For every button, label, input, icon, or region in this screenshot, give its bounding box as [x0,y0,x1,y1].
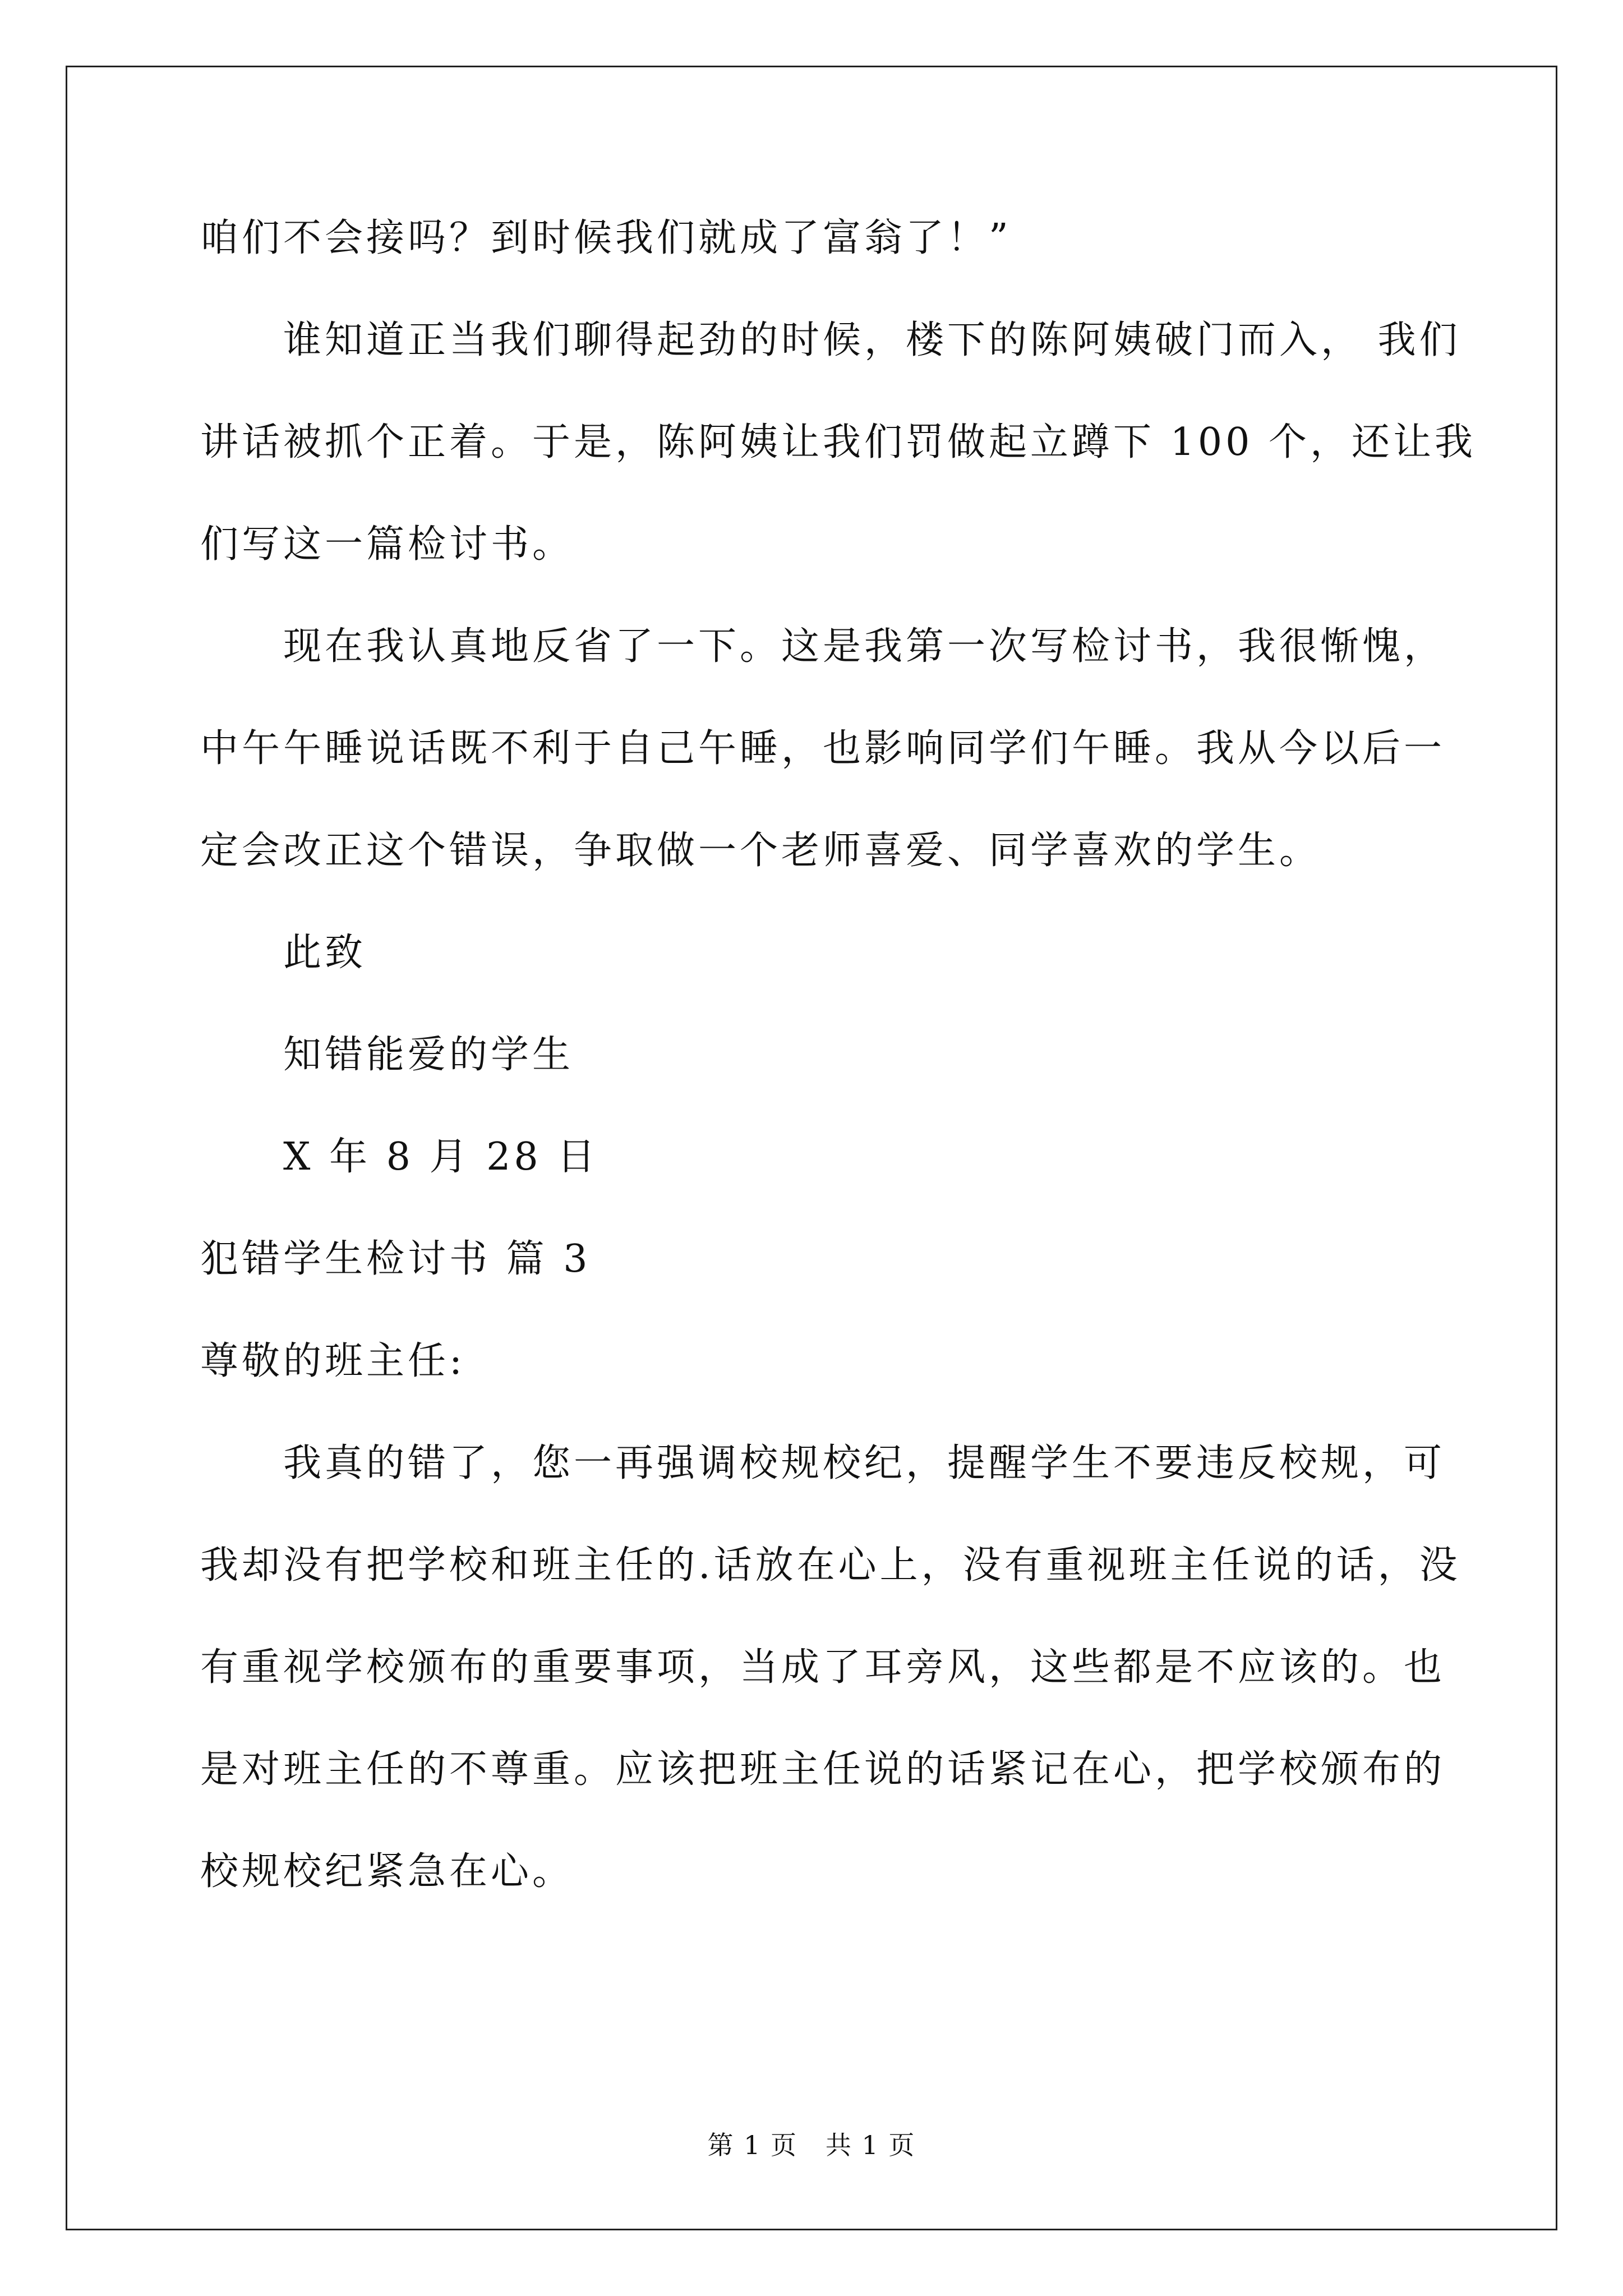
signature-line: 知错能爱的学生 [283,1033,574,1077]
greeting-line: 尊敬的班主任: [200,1339,465,1383]
page-footer: 第 1 页 共 1 页 [707,2130,916,2160]
text-line: 讲话被抓个正着。于是，陈阿姨让我们罚做起立蹲下 100 个，还让我 [200,420,1477,464]
text-line: 现在我认真地反省了一下。这是我第一次写检讨书，我很惭愧， [283,624,1446,669]
text-line: 校规校纪紧急在心。 [200,1849,574,1894]
text-line: 我真的错了，您一再强调校规校纪，提醒学生不要违反校规，可 [283,1441,1446,1485]
date-line: X 年 8 月 28 日 [283,1135,599,1179]
text-line: 中午午睡说话既不利于自己午睡，也影响同学们午睡。我从今以后一 [200,726,1446,771]
text-line: 们写这一篇检讨书。 [200,522,574,567]
text-line: 咱们不会接吗？到时候我们就成了富翁了！” [200,216,1012,260]
text-line: 是对班主任的不尊重。应该把班主任说的话紧记在心，把学校颁布的 [200,1747,1446,1792]
section-heading: 犯错学生检讨书 篇 3 [200,1237,591,1281]
salutation-closing: 此致 [283,931,367,975]
text-line: 定会改正这个错误，争取做一个老师喜爱、同学喜欢的学生。 [200,829,1321,873]
text-line: 谁知道正当我们聊得起劲的时候，楼下的陈阿姨破门而入， 我们 [283,318,1461,362]
text-line: 我却没有把学校和班主任的.话放在心上，没有重视班主任说的话，没 [200,1543,1461,1588]
text-line: 有重视学校颁布的重要事项，当成了耳旁风，这些都是不应该的。也 [200,1645,1446,1690]
